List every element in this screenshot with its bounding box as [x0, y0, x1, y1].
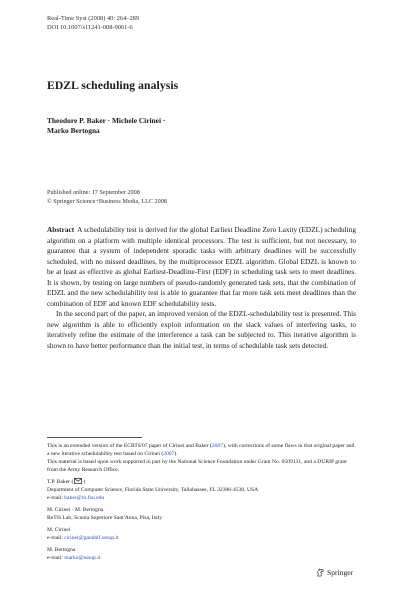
- baker-name: T.P. Baker ( ): [47, 479, 86, 485]
- publication-date: Published online: 17 September 2008: [47, 189, 140, 196]
- authors-line-2: Marko Bertogna: [47, 126, 100, 136]
- abstract-paragraph-1: [47, 225, 356, 309]
- retis-affiliation: ReTiS Lab, Scuola Superiore Sant'Anna, Pisa, Italy: [47, 515, 162, 521]
- authors-line-1: Theodore P. Baker · Michele Cirinei ·: [47, 116, 166, 125]
- baker-email-line: e-mail: baker@cs.fsu.edu: [47, 495, 105, 501]
- citation-link-1[interactable]: 2007: [211, 443, 224, 449]
- abstract-text-1: A schedulability test is derived for the global Earliest Deadline Zero Laxity (EDZL) scheduling algorithm on a platform with multiple identical processors. The test is sufficient, but not necessary, to guarantee that a system of independent sporadic tasks with arbitrary deadlines will be successfully scheduled, with no missed deadlines, by the multiprocessor EDZL algorithm. Global EDZL is known to be at least as effective as global Earliest-Deadline-First (EDF) in scheduling task sets to meet deadlines. It is shown, by testing on large numbers of pseudo-randomly generated task sets, that the combination of EDZL and the new schedulability test is able to guarantee that far more task sets meet deadlines than the combination of EDF and known EDF schedulability tests.: [47, 225, 356, 308]
- bertogna-name: M. Bertogna: [47, 547, 76, 553]
- journal-header: [47, 15, 139, 32]
- springer-horse-icon: [316, 568, 325, 577]
- publication-info: [47, 189, 167, 206]
- paper-title: EDZL scheduling analysis: [47, 79, 179, 92]
- footnote-extended-version: This is an extended version of the ECRTS'07 paper of Cirinei and Baker (2007), with corrections of some flaws in that original paper and a new iterative schedulability test based on Cirinei (2007).: [47, 443, 355, 457]
- bertogna-email-link[interactable]: marko@sssup.it: [64, 555, 101, 561]
- abstract-label: Abstract: [47, 225, 75, 234]
- footnote-divider: [47, 437, 142, 438]
- journal-doi: DOI 10.1007/s11241-008-9061-6: [47, 23, 133, 31]
- copyright-notice: © Springer Science+Business Media, LLC 2008: [47, 197, 167, 205]
- bertogna-email-line: e-mail: marko@sssup.it: [47, 555, 101, 561]
- cirinei-name: M. Cirinei: [47, 527, 71, 533]
- springer-logo: [316, 568, 353, 577]
- citation-link-2[interactable]: 2007: [163, 451, 175, 457]
- journal-citation: Real-Time Syst (2008) 40: 264–289: [47, 15, 140, 22]
- footnote-funding: This material is based upon work supported in part by the National Science Foundation under Grant No. 0509131, and a DURIP grant from the Army Research Office.: [47, 459, 347, 473]
- cirinei-email-line: e-mail: cirinei@gandalf.sssup.it: [47, 535, 119, 541]
- footnotes-section: [47, 442, 356, 562]
- cirinei-bertogna-names: M. Cirinei · M. Bertogna: [47, 507, 104, 513]
- baker-email-link[interactable]: baker@cs.fsu.edu: [64, 495, 105, 501]
- envelope-icon: [74, 478, 82, 484]
- author-list: [47, 116, 227, 137]
- publisher-name: Springer: [327, 568, 354, 577]
- abstract-section: [47, 225, 356, 351]
- cirinei-email-link[interactable]: cirinei@gandalf.sssup.it: [64, 535, 119, 541]
- abstract-paragraph-2: In the second part of the paper, an improved version of the EDZL-schedulability test is presented. This new algorithm is able to efficiently exploit information on the slack values of interfering tasks, to iteratively refine the estimate of the interference a task can be subjected to. This iterative algorithm is shown to have better performance than the initial test, in terms of schedulable task sets detected.: [47, 309, 356, 350]
- baker-affiliation: Department of Computer Science, Florida State University, Tallahassee, FL 32306-4530, USA: [47, 487, 259, 493]
